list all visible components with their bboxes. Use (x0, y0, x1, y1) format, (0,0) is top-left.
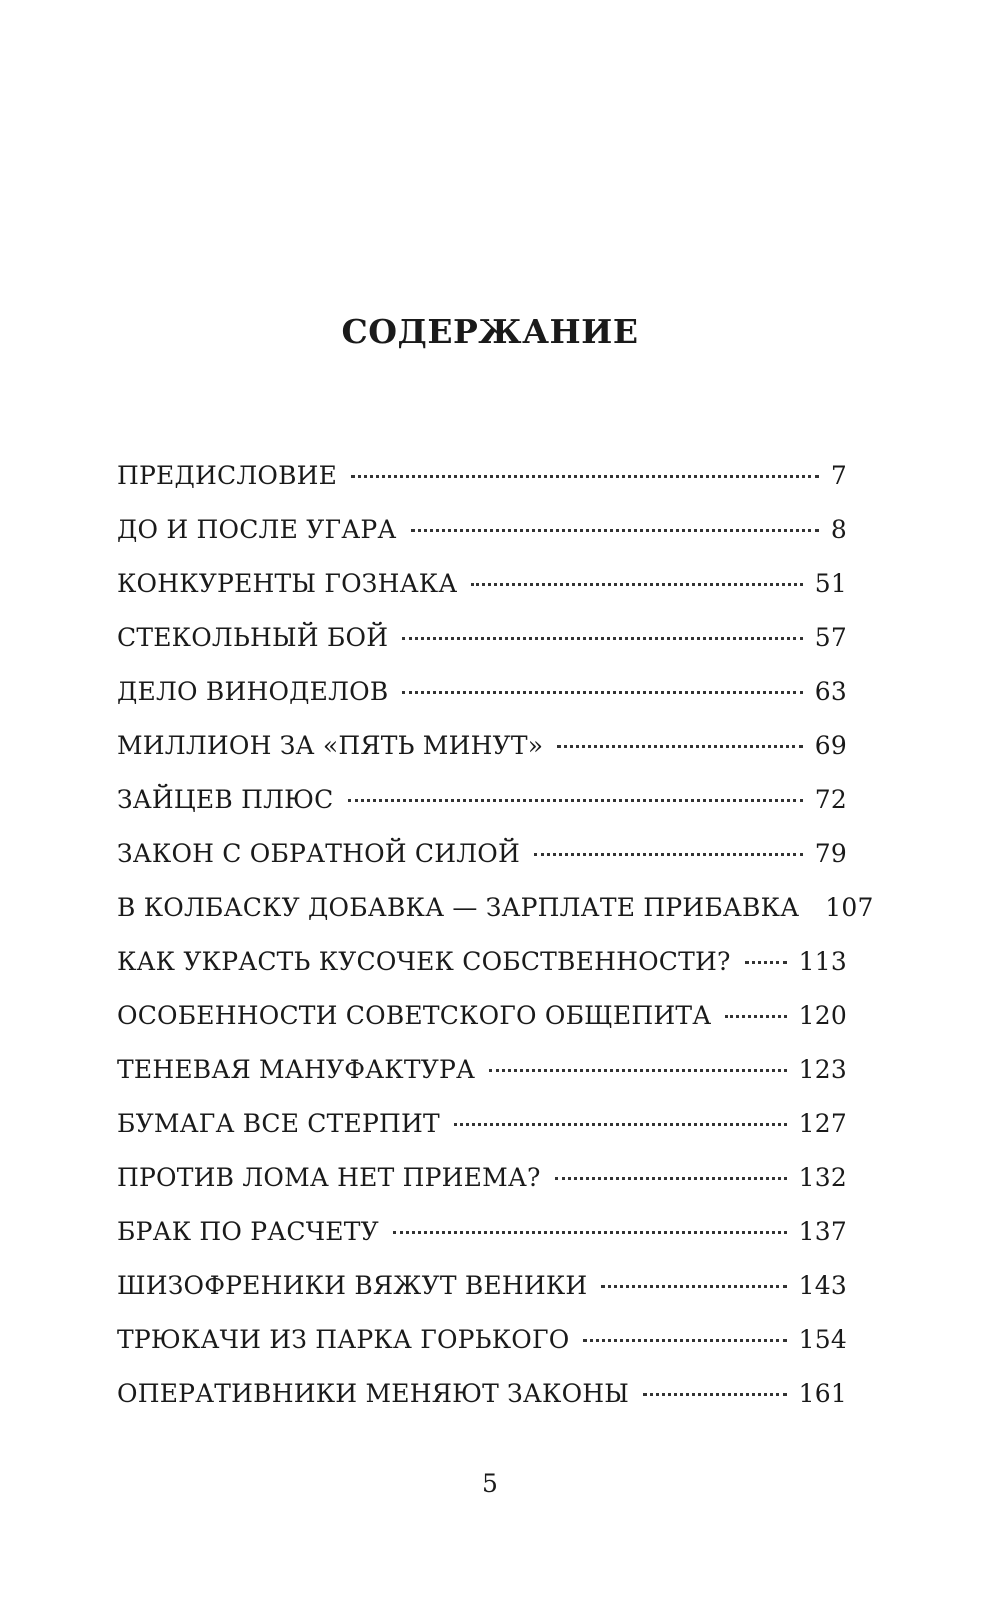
table-of-contents (117, 456, 874, 1428)
toc-entry-page: 51 (814, 569, 847, 598)
toc-entry-title: ШИЗОФРЕНИКИ ВЯЖУТ ВЕНИКИ (117, 1271, 588, 1300)
toc-entry-page: 63 (814, 677, 847, 706)
toc-entry-title: ТЕНЕВАЯ МАНУФАКТУРА (117, 1055, 476, 1084)
toc-entry (117, 942, 847, 996)
dot-leader (411, 529, 819, 532)
toc-entry-page: 8 (830, 515, 847, 544)
toc-entry-title: ОСОБЕННОСТИ СОВЕТСКОГО ОБЩЕПИТА (117, 1001, 712, 1030)
toc-entry (117, 834, 847, 888)
toc-entry (117, 1212, 847, 1266)
toc-entry-title: МИЛЛИОН ЗА «ПЯТЬ МИНУТ» (117, 731, 544, 760)
toc-entry-page: 107 (825, 893, 874, 922)
page-number: 5 (482, 1469, 498, 1498)
toc-entry-title: ДЕЛО ВИНОДЕЛОВ (117, 677, 389, 706)
toc-entry-page: 57 (814, 623, 847, 652)
toc-entry-page: 113 (798, 947, 847, 976)
toc-entry-title: ОПЕРАТИВНИКИ МЕНЯЮТ ЗАКОНЫ (117, 1379, 630, 1408)
toc-entry (117, 510, 847, 564)
dot-leader (555, 1177, 787, 1180)
toc-entry (117, 996, 847, 1050)
toc-entry (117, 564, 847, 618)
dot-leader (557, 745, 803, 748)
toc-entry-title: ПРОТИВ ЛОМА НЕТ ПРИЕМА? (117, 1163, 541, 1192)
dot-leader (725, 1015, 786, 1018)
toc-entry-page: 120 (798, 1001, 847, 1030)
dot-leader (393, 1231, 787, 1234)
toc-entry-page: 69 (814, 731, 847, 760)
toc-entry-title: ЗАЙЦЕВ ПЛЮС (117, 785, 334, 814)
page-title: СОДЕРЖАНИЕ (341, 312, 639, 351)
dot-leader (402, 637, 803, 640)
toc-entry-title: СТЕКОЛЬНЫЙ БОЙ (117, 623, 389, 652)
toc-entry-title: КОНКУРЕНТЫ ГОЗНАКА (117, 569, 458, 598)
toc-entry (117, 1050, 847, 1104)
toc-entry (117, 726, 847, 780)
toc-entry (117, 618, 847, 672)
toc-entry (117, 780, 847, 834)
dot-leader (583, 1339, 786, 1342)
toc-entry (117, 1374, 847, 1428)
toc-entry-title: В КОЛБАСКУ ДОБАВКА — ЗАРПЛАТЕ ПРИБАВКА (117, 893, 800, 922)
toc-entry-title: ТРЮКАЧИ ИЗ ПАРКА ГОРЬКОГО (117, 1325, 570, 1354)
toc-entry (117, 1266, 847, 1320)
toc-entry (117, 1320, 847, 1374)
toc-entry-title: ЗАКОН С ОБРАТНОЙ СИЛОЙ (117, 839, 521, 868)
toc-entry-page: 137 (798, 1217, 847, 1246)
toc-entry-title: БУМАГА ВСЕ СТЕРПИТ (117, 1109, 440, 1138)
dot-leader (643, 1393, 787, 1396)
dot-leader (489, 1069, 787, 1072)
dot-leader (601, 1285, 786, 1288)
toc-entry (117, 672, 847, 726)
dot-leader (454, 1123, 787, 1126)
dot-leader (745, 961, 787, 964)
toc-entry-page: 79 (814, 839, 847, 868)
toc-entry-page: 154 (798, 1325, 847, 1354)
dot-leader (351, 475, 819, 478)
toc-entry-page: 123 (798, 1055, 847, 1084)
toc-entry-page: 127 (798, 1109, 847, 1138)
toc-entry (117, 1158, 847, 1212)
dot-leader (348, 799, 803, 802)
toc-entry-title: ДО И ПОСЛЕ УГАРА (117, 515, 397, 544)
toc-entry (117, 456, 847, 510)
toc-entry (117, 1104, 847, 1158)
toc-entry-title: ПРЕДИСЛОВИЕ (117, 461, 338, 490)
dot-leader (402, 691, 802, 694)
toc-entry-title: КАК УКРАСТЬ КУСОЧЕК СОБСТВЕННОСТИ? (117, 947, 731, 976)
toc-entry (117, 888, 874, 942)
toc-entry-page: 7 (830, 461, 847, 490)
toc-entry-title: БРАК ПО РАСЧЕТУ (117, 1217, 379, 1246)
toc-entry-page: 161 (798, 1379, 847, 1408)
toc-entry-page: 143 (798, 1271, 847, 1300)
toc-entry-page: 132 (798, 1163, 847, 1192)
dot-leader (534, 853, 803, 856)
dot-leader (471, 583, 802, 586)
toc-entry-page: 72 (814, 785, 847, 814)
